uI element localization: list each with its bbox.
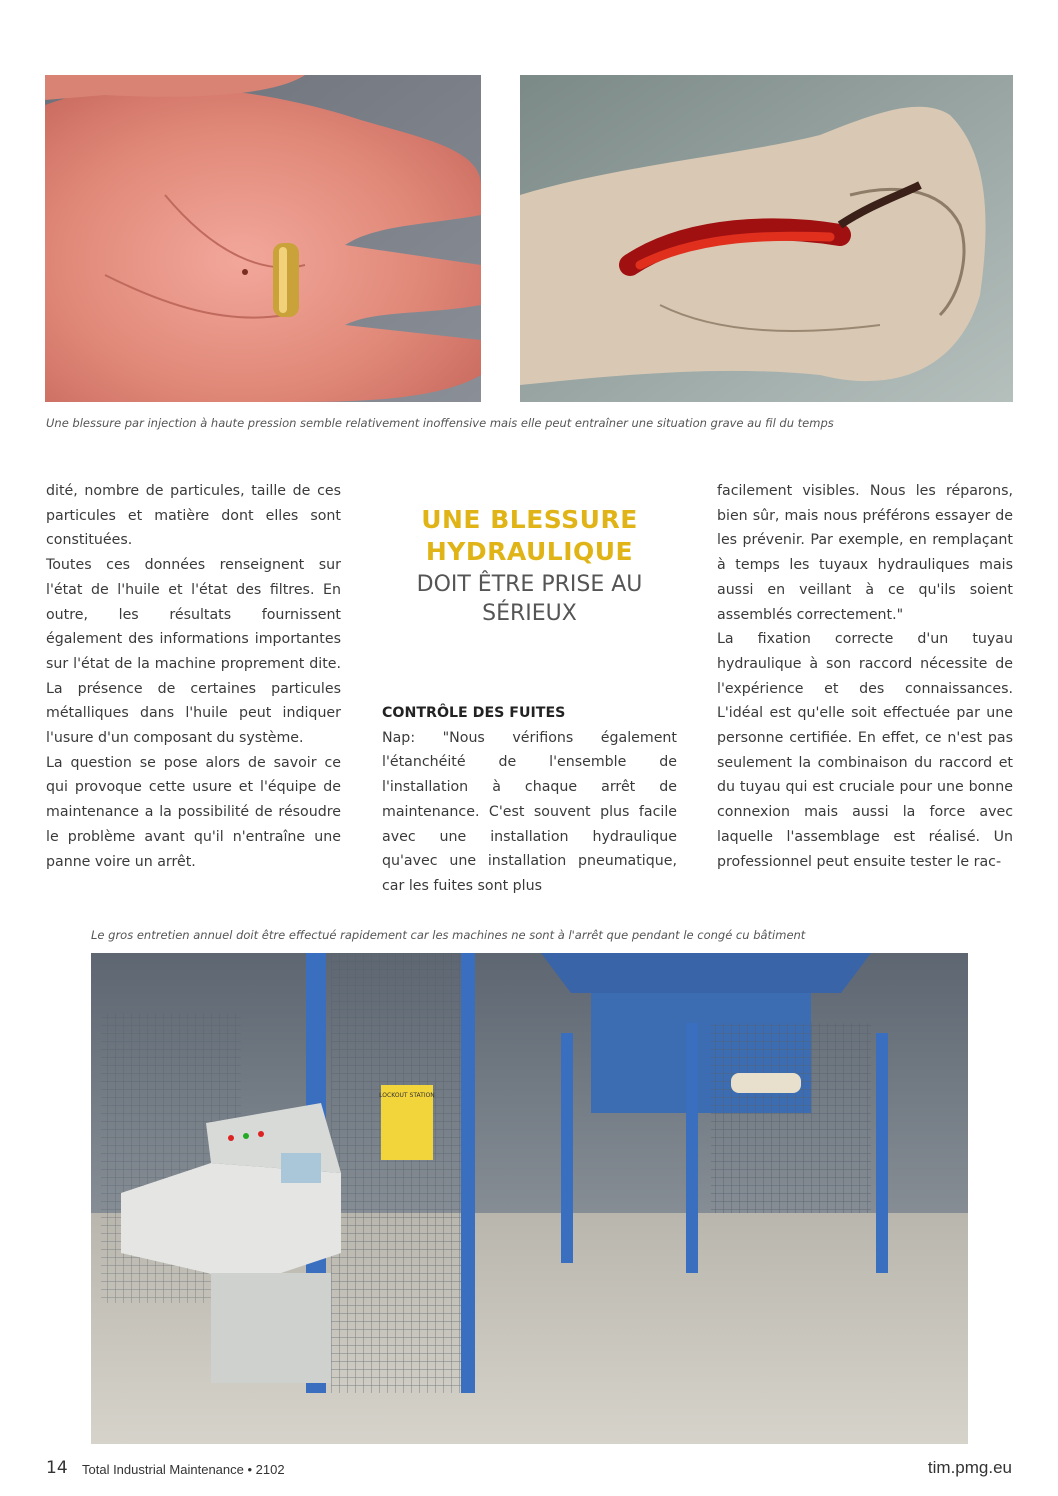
right-paragraph-1: facilement visibles. Nous les réparons, bien sûr, mais nous préférons essayer de les prévenir. Par exemple, en remplaçant à temps les tuyaux hydrauliques mais aussi en veillant à ce qu'ils soient assemblés correctement." [717,483,1013,623]
hand-injection-illustration [45,75,481,402]
page-number: 14 [46,1458,68,1478]
middle-text-column [382,701,677,899]
right-paragraph-2: La fixation correcte d'un tuyau hydraulique à son raccord nécessite de l'expérience et des connaissances. L'idéal est qu'elle soit effectuée par une personne certifiée. En effet, ce n'est pas seulement la combinaison du raccord et du tuyau qui est cruciale pour une bonne connexion mais aussi la force avec laquelle l'assemblage est réalisé. Un professionnel peut ensuite tester le rac- [717,631,1013,870]
hand-laceration-photo [520,75,1013,402]
article-headline [382,504,677,628]
hand-injection-photo [45,75,481,402]
factory-hall-photo [91,953,968,1444]
lockout-sign-text: LOCKOUT STATION [379,1092,435,1099]
hand-laceration-illustration [520,75,1013,402]
bottom-photo-caption: Le gros entretien annuel doit être effectué rapidement car les machines ne sont à l'arrêt que pendant le congé cu bâtiment [91,928,806,942]
top-photo-caption: Une blessure par injection à haute pression semble relativement inoffensive mais elle peut entraîner une situation grave au fil du temps [46,416,834,430]
headline-line-1: UNE BLESSURE [421,505,638,534]
magazine-name: Total Industrial Maintenance • 2102 [82,1462,285,1477]
website-link[interactable]: tim.pmg.eu [927,1458,1012,1477]
middle-paragraph-1: Nap: "Nous vérifions également l'étanchéité de l'ensemble de l'installation à chaque arrêt de maintenance. C'est souvent plus facile avec une installation hydraulique qu'avec une installation pneumatique, car les fuites sont plus [382,729,677,894]
headline-subtitle: DOIT ÊTRE PRISE AU SÉRIEUX [416,572,643,626]
factory-hall-illustration [91,953,968,1444]
section-subhead: CONTRÔLE DES FUITES [382,705,566,721]
left-paragraph-1: dité, nombre de particules, taille de ces particules et matière dont elles sont constituées. [46,483,341,549]
headline-line-2: HYDRAULIQUE [425,537,634,566]
right-text-column [717,479,1013,874]
left-paragraph-3: La question se pose alors de savoir ce qui provoque cette usure et l'équipe de maintenance a la possibilité de résoudre le problème avant qu'il n'entraîne une panne voire un arrêt. [46,754,341,870]
left-text-column [46,479,341,874]
left-paragraph-2: Toutes ces données renseignent sur l'état de l'huile et l'état des filtres. En outre, les résultats fournissent également des informations importantes sur l'état de la machine proprement dite. La présence de certaines particules métalliques dans l'huile peut indiquer l'usure d'un composant du système. [46,557,341,747]
